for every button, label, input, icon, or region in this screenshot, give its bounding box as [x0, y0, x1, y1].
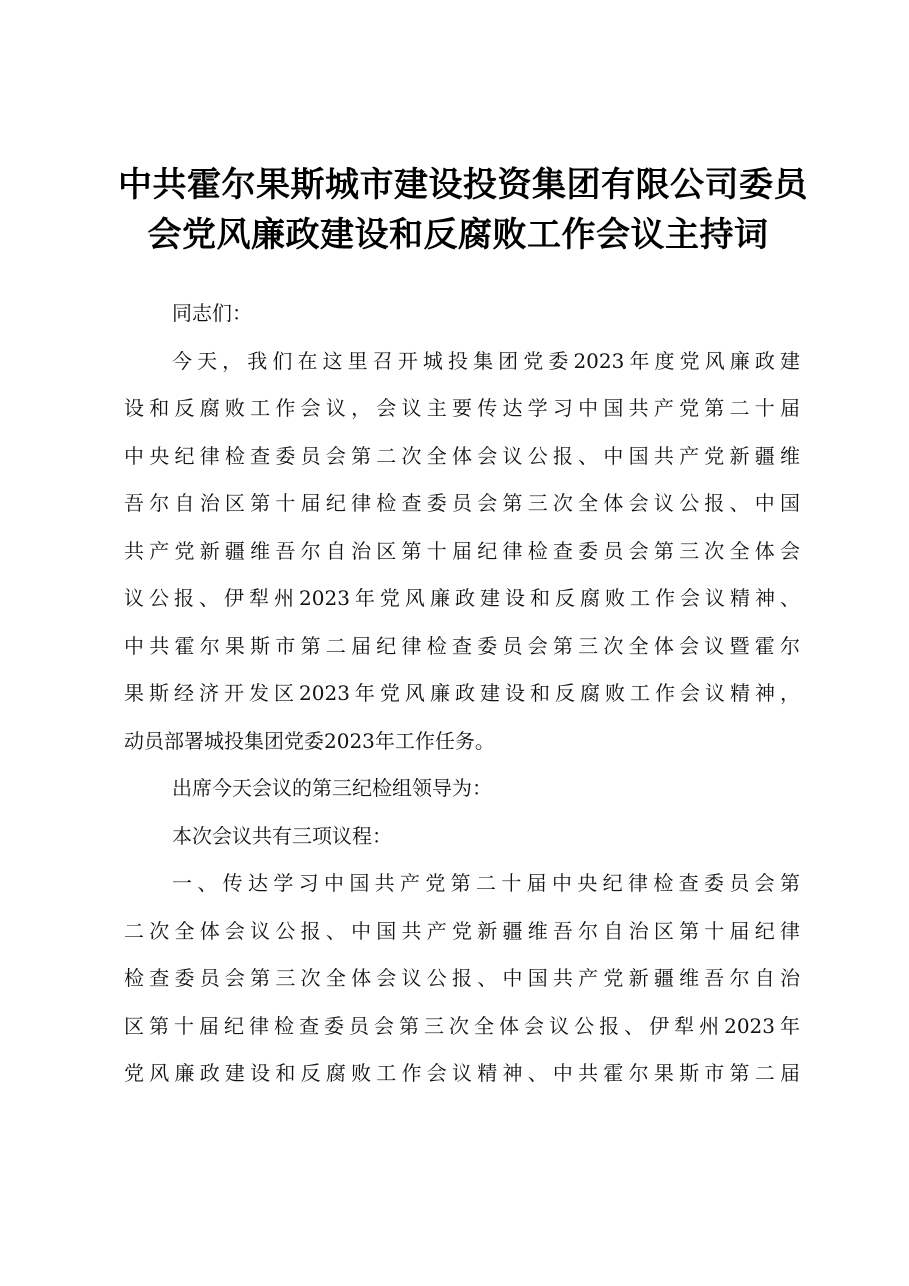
attendees-paragraph: 出席今天会议的第三纪检组领导为： — [172, 776, 492, 800]
opening-line: 今天，我们在这里召开城投集团党委2023年度党风廉政建 — [172, 348, 800, 373]
agenda-intro-paragraph: 本次会议共有三项议程： — [172, 823, 392, 848]
opening-line: 吾尔自治区第十届纪律检查委员会第三次全体会议公报、中国 — [124, 491, 800, 515]
title-line-1: 中共霍尔果斯城市建设投资集团有限公司委员 — [118, 165, 808, 205]
opening-line: 共产党新疆维吾尔自治区第十届纪律检查委员会第三次全体会 — [124, 538, 800, 563]
document-title — [118, 160, 808, 260]
opening-paragraph — [124, 338, 800, 766]
opening-line: 中央纪律检查委员会第二次全体会议公报、中国共产党新疆维 — [124, 443, 800, 468]
opening-line: 动员部署城投集团党委2023年工作任务。 — [124, 728, 495, 753]
agenda-item-line: 二次全体会议公报、中国共产党新疆维吾尔自治区第十届纪律 — [124, 918, 800, 943]
opening-line: 果斯经济开发区2023年党风廉政建设和反腐败工作会议精神， — [124, 681, 800, 705]
agenda-item-line: 党风廉政建设和反腐败工作会议精神、中共霍尔果斯市第二届 — [124, 1061, 800, 1085]
opening-line: 中共霍尔果斯市第二届纪律检查委员会第三次全体会议暨霍尔 — [124, 633, 800, 658]
greeting-paragraph: 同志们： — [172, 301, 252, 325]
agenda-item-line: 区第十届纪律检查委员会第三次全体会议公报、伊犁州2023年 — [124, 1013, 800, 1038]
agenda-item-line: 一、传达学习中国共产党第二十届中央纪律检查委员会第 — [172, 871, 800, 895]
opening-line: 议公报、伊犁州2023年党风廉政建设和反腐败工作会议精神、 — [124, 586, 800, 610]
document-body — [124, 290, 800, 1098]
agenda-item-1-paragraph — [124, 860, 800, 1098]
agenda-item-line: 检查委员会第三次全体会议公报、中国共产党新疆维吾尔自治 — [124, 966, 800, 990]
title-line-2: 会党风廉政建设和反腐败工作会议主持词 — [147, 215, 769, 255]
opening-line: 设和反腐败工作会议，会议主要传达学习中国共产党第二十届 — [124, 396, 800, 420]
